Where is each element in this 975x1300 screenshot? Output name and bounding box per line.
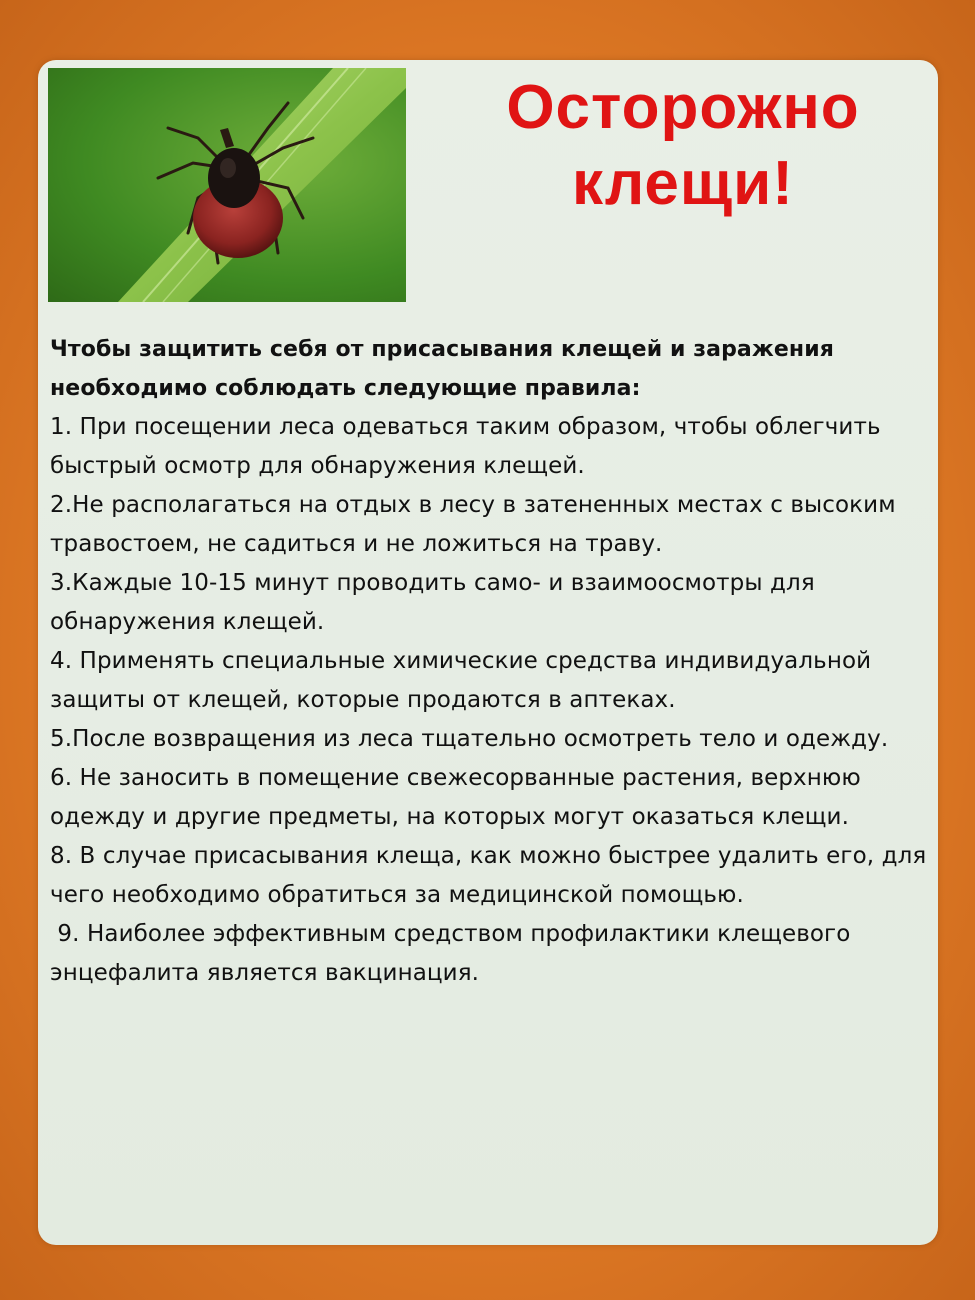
title-line-1: Осторожно — [506, 73, 860, 142]
tick-photo — [48, 68, 406, 302]
rules-content — [50, 330, 930, 993]
rule-item-8: 8. В случае присасывания клеща, как можно быстрее удалить его, для чего необходимо обратиться за медицинской помощью. — [50, 843, 927, 908]
tick-illustration — [48, 68, 406, 302]
rule-item-5: 5.После возвращения из леса тщательно осмотреть тело и одежду. — [50, 726, 889, 752]
rule-item-1: 1. При посещении леса одеваться таким образом, чтобы облегчить быстрый осмотр для обнаружения клещей. — [50, 414, 881, 479]
rule-item-3: 3.Каждые 10-15 минут проводить само- и взаимоосмотры для обнаружения клещей. — [50, 570, 815, 635]
rule-item-9: 9. Наиболее эффективным средством профилактики клещевого энцефалита является вакцинация. — [50, 921, 858, 986]
intro-text: Чтобы защитить себя от присасывания клещей и заражения необходимо соблюдать следующие правила: — [50, 337, 834, 401]
rule-item-6: 6. Не заносить в помещение свежесорванные растения, верхнюю одежду и другие предметы, на которых могут оказаться клещи. — [50, 765, 861, 830]
title-line-2: клещи! — [572, 149, 794, 218]
rule-item-2: 2.Не располагаться на отдых в лесу в затененных местах с высоким травостоем, не садиться и не ложиться на траву. — [50, 492, 896, 557]
rule-item-4: 4. Применять специальные химические средства индивидуальной защиты от клещей, которые продаются в аптеках. — [50, 648, 872, 713]
poster-title — [448, 70, 918, 222]
tick-scutum — [208, 148, 260, 208]
poster-card — [38, 60, 938, 1245]
